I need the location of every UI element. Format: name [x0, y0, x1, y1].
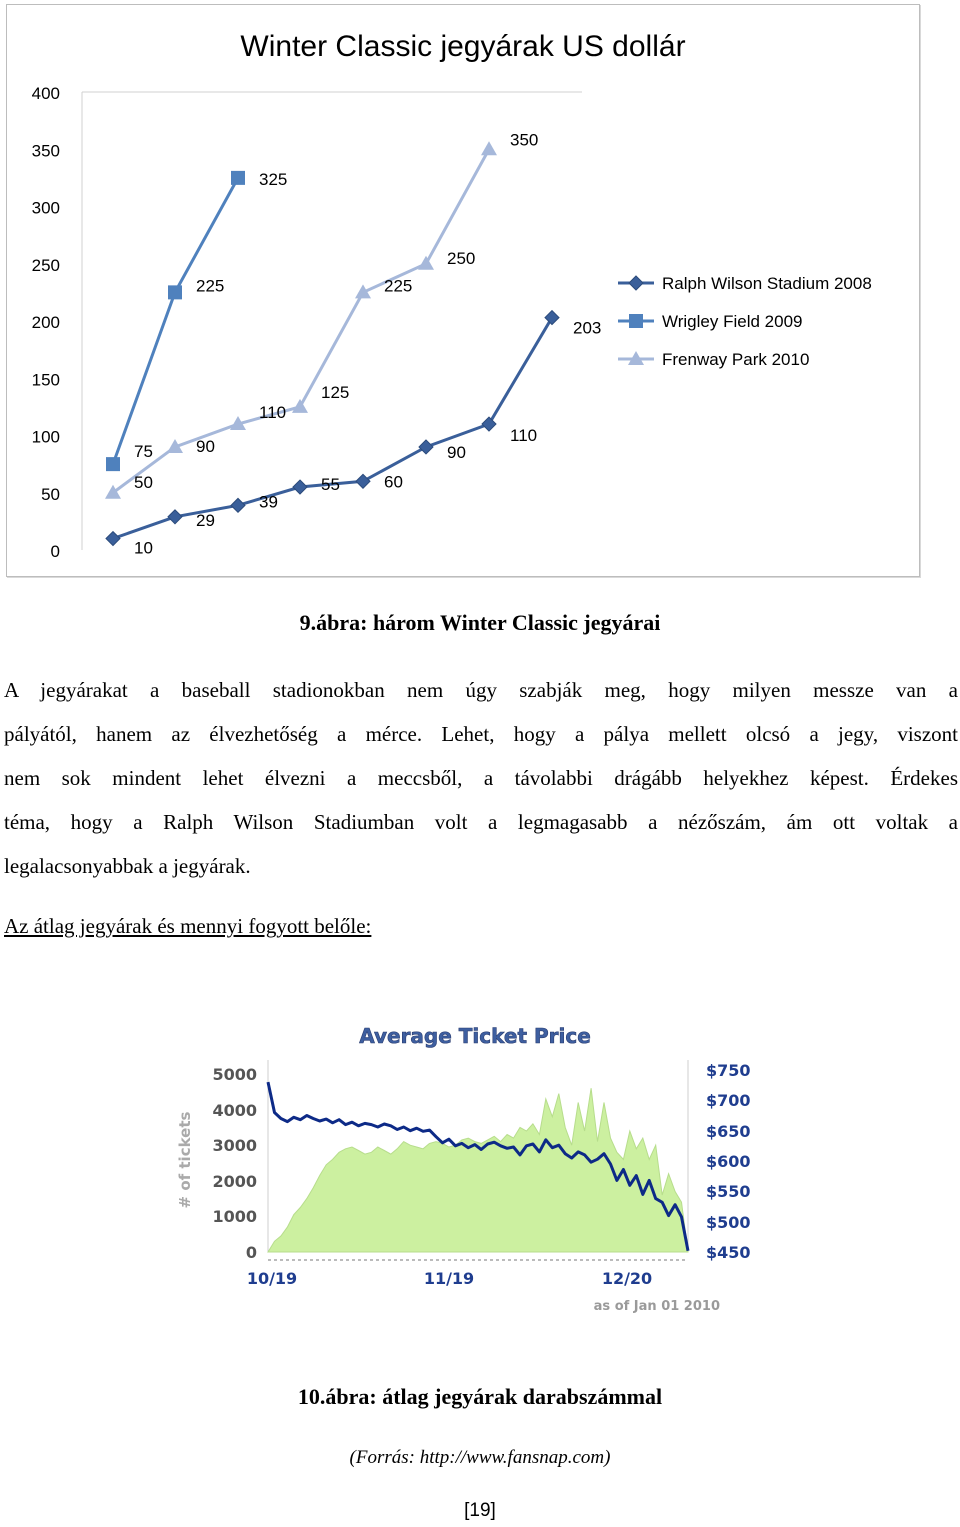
y-tick-label: 100	[31, 427, 60, 447]
average-ticket-price-chart	[170, 1020, 770, 1320]
subheading: Az átlag jegyárak és mennyi fogyott belőle:	[4, 914, 372, 938]
data-point-wrigley	[106, 457, 120, 471]
x-tick-label: 12/20	[601, 1269, 653, 1288]
y-tick-label: 150	[31, 370, 60, 390]
legend-label: Wrigley Field 2009	[662, 312, 803, 331]
data-point-wrigley	[231, 171, 245, 185]
winter-classic-chart	[0, 0, 960, 580]
series-line-wrigley	[113, 178, 238, 464]
left-tick-label: 0	[245, 1243, 257, 1262]
right-tick-label: $450	[706, 1243, 751, 1262]
y-tick-label: 250	[31, 255, 60, 275]
source-note: (Forrás: http://www.fansnap.com)	[349, 1447, 611, 1468]
chart2-title: Average Ticket Price	[359, 1024, 591, 1048]
data-label: 350	[510, 130, 539, 150]
data-point-ralph-wilson	[482, 417, 496, 431]
data-label: 325	[259, 169, 288, 189]
legend-label: Ralph Wilson Stadium 2008	[662, 274, 872, 293]
data-label: 225	[384, 276, 413, 296]
legend-label: Frenway Park 2010	[662, 350, 810, 369]
right-tick-label: $550	[706, 1182, 751, 1201]
left-tick-label: 1000	[212, 1207, 257, 1226]
y-tick-label: 200	[31, 313, 60, 332]
y-tick-label: 50	[41, 484, 60, 504]
data-label: 110	[259, 403, 287, 423]
data-point-ralph-wilson	[106, 532, 120, 546]
data-label: 75	[134, 442, 153, 462]
body-paragraph	[4, 668, 958, 888]
left-tick-label: 2000	[212, 1172, 257, 1191]
data-label: 55	[321, 475, 340, 495]
right-tick-label: $500	[706, 1213, 751, 1232]
legend-marker	[629, 276, 643, 290]
chart2-footnote: as of Jan 01 2010	[593, 1299, 720, 1314]
left-tick-label: 3000	[212, 1136, 257, 1155]
series-line-frenway	[113, 149, 489, 493]
data-point-frenway	[481, 141, 497, 155]
legend-marker	[629, 314, 643, 328]
right-tick-label: $750	[706, 1061, 751, 1080]
right-tick-label: $600	[706, 1152, 751, 1171]
y-tick-label: 0	[50, 542, 60, 561]
data-label: 250	[447, 248, 476, 268]
right-tick-label: $700	[706, 1091, 751, 1110]
y-tick-label: 350	[31, 141, 60, 161]
data-label: 110	[510, 426, 538, 446]
y-tick-label: 300	[31, 198, 60, 218]
paragraph-line: nem sok mindent lehet élvezni a meccsből, a távolabbi drágább helyekhez képest. Érdekes	[4, 766, 958, 790]
y-tick-label: 400	[31, 84, 60, 103]
data-point-ralph-wilson	[231, 498, 245, 512]
data-label: 90	[196, 436, 215, 456]
data-label: 225	[196, 276, 225, 296]
data-label: 10	[134, 538, 153, 558]
chart-title: Winter Classic jegyárak US dollár	[240, 30, 686, 63]
left-tick-label: 4000	[212, 1101, 257, 1120]
paragraph-line: legalacsonyabbak a jegyárak.	[4, 854, 251, 878]
data-point-ralph-wilson	[356, 474, 370, 488]
data-point-ralph-wilson	[545, 311, 559, 325]
x-tick-label: 11/19	[423, 1269, 475, 1288]
data-label: 90	[447, 442, 466, 462]
data-label: 203	[573, 318, 602, 338]
data-label: 60	[384, 472, 403, 492]
data-label: 29	[196, 510, 215, 530]
data-point-ralph-wilson	[419, 440, 433, 454]
right-tick-label: $650	[706, 1122, 751, 1141]
x-tick-label: 10/19	[246, 1269, 298, 1288]
paragraph-line: A jegyárakat a baseball stadionokban nem úgy szabják meg, hogy milyen messze van a	[4, 678, 958, 702]
data-label: 50	[134, 472, 153, 492]
data-label: 125	[321, 382, 350, 402]
left-axis-label: # of tickets	[176, 1111, 194, 1209]
data-point-frenway	[418, 256, 434, 270]
paragraph-line: téma, hogy a Ralph Wilson Stadiumban volt a legmagasabb a nézőszám, ám ott voltak a	[4, 810, 958, 834]
data-point-ralph-wilson	[293, 480, 307, 494]
figure2-caption: 10.ábra: átlag jegyárak darabszámmal	[297, 1384, 663, 1409]
figure1-caption: 9.ábra: három Winter Classic jegyárai	[299, 610, 661, 635]
paragraph-line: pályától, hanem az élvezhetőség a mérce. Lehet, hogy a pálya mellett olcsó a jegy, viszont	[4, 722, 958, 746]
left-tick-label: 5000	[212, 1065, 257, 1084]
data-point-frenway	[292, 399, 308, 413]
data-point-wrigley	[168, 285, 182, 299]
page-number: [19]	[464, 1500, 496, 1521]
data-label: 39	[259, 492, 278, 512]
data-point-ralph-wilson	[168, 510, 182, 524]
